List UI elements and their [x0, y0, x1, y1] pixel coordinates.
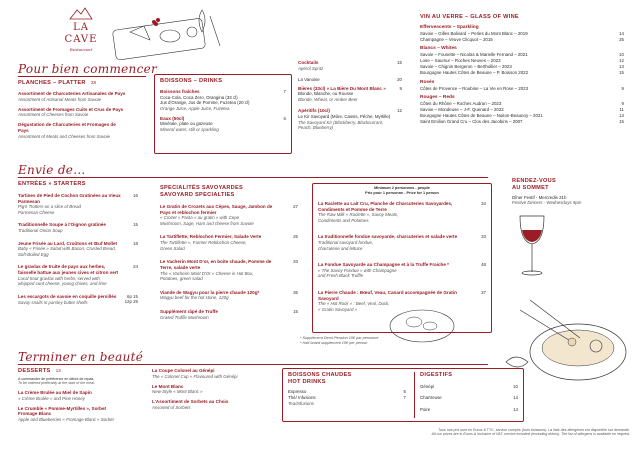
wine-name: Côtes du Rhône – Roches Audran – 2023 [420, 101, 502, 107]
menu-item-price: 37 [481, 289, 486, 295]
menu-item-en: Traditional savoyard fondue, [318, 240, 374, 246]
footer-line-en: All our prices are in Euros & inclusive of VAT, service included (excluding drinks). The list of allergens is available on request. [431, 432, 630, 437]
dessert-en: Assorted of Sorbets [152, 405, 191, 411]
wine-name: Savoie – Mondeuse – J-F. Quenard – 2022 [420, 107, 504, 113]
supplement-note [300, 336, 379, 345]
menu-item-en-2: charcuterie and lettuce [318, 245, 363, 251]
planche-item-en: Assortment of Artisanal Meats from Savoie [18, 96, 102, 102]
menu-item-en-2: Green Salad [160, 245, 185, 251]
menu-item [160, 309, 298, 320]
menu-item [318, 262, 486, 279]
menu-item-price: 16 [133, 192, 138, 198]
menu-item-price: 24 [133, 264, 138, 270]
rendezvous-line-en: Festive Dinners - Wednesdays 9pm [512, 200, 582, 206]
wine-row [420, 101, 624, 107]
cocktail-price: 15 [397, 60, 402, 65]
menu-item-price: 48 [481, 262, 486, 268]
planche-item-en: Assortment of Meats and Cheeses from Savoie [18, 133, 111, 139]
desserts-section [18, 368, 140, 427]
menu-item-price-2: 12p 25 [124, 299, 138, 305]
menu-item-name: Les escargots de savoie en coquille persillés [18, 293, 117, 299]
fondues-price-note: Prix pour 1 personne - Price for 1 person [365, 190, 439, 195]
logo-subtitle: Restaurant [69, 46, 93, 52]
drinks-water-line: Minérale, plate ou gazeuse [160, 121, 213, 127]
beer-sub: Blonde, Blanche, ou Rousse [298, 91, 354, 97]
wine-name: Savoie – Fousette – Nicolas & Marielle Fernand – 2021 [420, 52, 528, 58]
wine-group [420, 80, 624, 91]
menu-item-en-2: Condiments and Potatoes [318, 217, 369, 223]
menu-item-name: La Fondue Savoyarde au Champagne et à la Truffe Fraiche * [318, 262, 449, 268]
wine-group-name: Rouges – Reds [420, 95, 455, 101]
drinks-water-line: Mineral water, still or sparkling [160, 126, 219, 132]
menu-item-en-2: Mushroom, Sage, Ham and cheese from Savoie [160, 220, 254, 226]
dessert-en: Apple and Blueberries « Fromage Blanc » Sorbet [18, 417, 114, 423]
menu-item-name: La Raclette au Lait Cru, Planche de Charcuteries Savoyardes, Condiments et Pomme de Terre [318, 201, 453, 212]
wine-row [420, 52, 624, 58]
planches-section [18, 80, 140, 144]
wine-price: 9 [621, 85, 624, 91]
menu-item [160, 204, 298, 226]
menu-item-price: 33 [293, 259, 298, 265]
dessert-en: The « Colonel Cup » Flavoured with Génépi [152, 373, 238, 379]
cocktails-section [298, 60, 402, 135]
menu-item-en: Savoy snails in parsley butter shells [18, 299, 88, 305]
desserts-note-fr: A commander de préférence en début de repas. [18, 376, 95, 381]
menu-item [160, 259, 298, 281]
planches-title: PLANCHES – PLATTER [18, 80, 86, 86]
wine-row [420, 119, 624, 125]
section-title-envie: Envie de... [18, 163, 86, 177]
supplement-note-en: * Half board supplement 10€ per person [300, 340, 368, 345]
planches-price: 28 [91, 80, 96, 85]
menu-item-price: 18 [133, 240, 138, 246]
drinks-title: BOISSONS – DRINKS [160, 78, 223, 84]
drinks-cold-line: Orange Juice, Apple Juice, Fuzetea [160, 105, 230, 111]
digestifs-section [420, 372, 518, 413]
menu-item-en-2: Potatoes, green salad [160, 276, 203, 282]
menu-item-price: 27 [293, 203, 298, 209]
desserts-price: 13 [55, 368, 61, 373]
section-title-end: Terminer en beauté [18, 350, 144, 364]
aperitif-sub-en: The Savoyard Kir (Blackberry, Blackcurrant, Peach, Blueberry) [298, 119, 384, 131]
wine-name: Savoie – Chignin Bergeron – Berthollier – 2023 [420, 64, 512, 70]
wine-price: 25 [619, 36, 624, 42]
wine-price: 15 [619, 70, 624, 76]
menu-item-name: La Pierre Chaude : Bœuf, Veau, Canard accompagnée de Gratin Savoyard [318, 289, 457, 301]
menu-item-en: Wagyu beef for the hot stone, 120g [160, 295, 229, 301]
menu-item-name: Traditionnelle Soupe à l'Oignon gratinée [18, 222, 106, 228]
menu-item-en: Traditional Onion Soup [18, 228, 63, 234]
cocktail-sub: Apérol Spritz [298, 65, 324, 71]
digestif-price: 14 [513, 395, 518, 401]
menu-item-price: 35 [293, 289, 298, 295]
hot-drinks-title-en: HOT DRINKS [288, 378, 326, 385]
wine-glass-illustration-icon [512, 212, 552, 280]
menu-item [160, 234, 298, 251]
wine-row [420, 58, 624, 64]
menu-item-price: 33 [481, 234, 486, 240]
dessert-name: Le Crumble « Pomme-Myrtilles », Sorbet Fromage Blanc [18, 405, 107, 417]
menu-item-price: 15 [133, 222, 138, 228]
wine-price: 10 [619, 52, 624, 58]
menu-item [18, 222, 138, 233]
wine-name: Bourgogne Hautes Côtes de Beaune – Nuiton-Beaunoy – 2021 [420, 113, 543, 119]
drinks-cold-line: Jus d'Orange, Jus de Pomme, Fuzetea (20 cl) [160, 100, 250, 106]
wine-group-name: Blancs – Whites [420, 46, 457, 52]
desserts-title: DESSERTS [18, 368, 51, 374]
wine-group-name: Rosés [420, 79, 435, 85]
menu-item-en: Grated Truffle Mushroom [160, 314, 209, 320]
menu-item-en: Baby « Frisée » Salad with Bacon, Crusted Bread, [18, 246, 116, 252]
cocktail-price: 20 [397, 77, 402, 83]
beer-sub-en: Blonde, Wheat, or Amber Beer [298, 96, 358, 102]
menu-item-price: 15 [293, 308, 298, 314]
wine-price: 14 [619, 30, 624, 36]
hot-drink-price: 7 [403, 394, 406, 400]
wine-group [420, 95, 624, 124]
hot-drink-name: Thé/ Infusions [288, 394, 316, 400]
digestif-price: 14 [513, 406, 518, 412]
logo-name: LA CAVE [64, 21, 98, 45]
menu-item-en-2: « Gratin Savoyard » [318, 306, 358, 312]
cheese-board-illustration-icon [110, 2, 228, 60]
planche-item-name: Dégustation de Charcuteries et Fromages de Pays [18, 122, 116, 134]
menu-item-en-2: and Fresh Black Truffle [318, 273, 364, 279]
menu-item-en: « Crozet » Pasta « au gratin » with Cepe [160, 215, 240, 221]
menu-item-en: Local trout gravlax with herbs, served with [18, 275, 100, 281]
footer-line-fr: Tous nos prix sont en Euros & TTC, service compris (hors boissons). La liste des allergènes est disponible sur demande. [438, 428, 630, 432]
menu-item [318, 234, 486, 251]
wine-name: Saint Emilion Grand Cru – Clos des Jacobins – 2007 [420, 119, 523, 125]
aperitif-name: Apéritifs (10cl) [298, 108, 330, 114]
wine-name: Bourgogne Hautes Côtes de Beaune – P. Boisson 2022 [420, 70, 529, 76]
menu-item-name: La traditionnelle fondue savoyarde, charcuteries et salade verte [318, 234, 458, 240]
planche-item-name: Assortiment de Fromages Cuits et Crus de Pays [18, 106, 124, 112]
rendezvous-title2: AU SOMMET [512, 184, 549, 191]
hot-drink-name: Expresso [288, 388, 307, 394]
planche-item-en: Assortment of Cheeses from Savoie [18, 112, 89, 118]
cocktail-name: Cocktails [298, 60, 319, 65]
digestif-name: Poire [420, 406, 431, 412]
rendezvous-section [512, 178, 622, 206]
drinks-water-price: 6 [283, 115, 286, 121]
digestifs-title: DIGESTIFS [420, 372, 453, 378]
fondues-header [318, 186, 486, 195]
desserts-note-en: To be ordered preferably at the start of the meal. [18, 381, 95, 386]
wine-row [420, 86, 624, 92]
menu-item-price: 34 [481, 201, 486, 206]
menu-item-name: Le Vacherin Mont D'or, en boite chaude, Pomme de Terre, salade verte [160, 259, 272, 270]
dessert-name: La Crème Brulée au Miel de Sapin [18, 389, 92, 395]
wine-group [420, 25, 624, 42]
drinks-cold-line: Coca-Cola, Coca Zero, Orangina (33 cl) [160, 94, 238, 100]
menu-item-name: Viande de Wagyu pour la pierre chaude 120g* [160, 289, 260, 295]
wine-row [420, 113, 624, 119]
wine-name: Loire – Saumur – Roches Neuves – 2023 [420, 58, 501, 64]
menu-item-price: 25 [293, 234, 298, 240]
wine-row [420, 64, 624, 70]
wine-row [420, 70, 624, 76]
specialties-title: SPECIALITÉS SAVOYARDES [160, 185, 244, 191]
desserts-col2 [152, 368, 272, 415]
menu-item [18, 193, 138, 215]
digestif-name: Chartreuse [420, 395, 442, 401]
menu-item-name: Supplément râpé de Truffe [160, 308, 218, 314]
menu-item-en: « The Savoy Fondue » with Champagne [318, 267, 397, 273]
planche-item-name: Assortiment de Charcuteries Artisanales de Pays [18, 90, 126, 96]
dessert-en: « Crème Brulée » and Pine Honey [18, 395, 85, 401]
wine-price: 12 [619, 58, 624, 64]
drinks-water-name: Eaux (50cl) [160, 115, 185, 121]
rendezvous-title: RENDEZ-VOUS [512, 178, 557, 184]
wine-name: Champagne – Veuve Clicquot – 2015 [420, 36, 493, 42]
aperitif-sub: Le Kir Savoyard (Mûre, Cassis, Pêche, Myrtille) [298, 114, 391, 120]
wine-group [420, 46, 624, 75]
dessert-en: New-Style « Mont Blanc » [152, 389, 203, 395]
dessert-name: L'Assortiment de Sorbets au Choix [152, 399, 229, 405]
drinks-cold-price: 7 [283, 88, 286, 94]
hot-drinks-title: BOISSONS CHAUDES [288, 372, 352, 378]
section-title-start: Pour bien commencer [18, 62, 158, 76]
menu-item [160, 290, 298, 301]
dessert-name: La Coupe Colonel au Génépi [152, 368, 215, 373]
fondues-min: Minimum 2 personnes - people [374, 186, 430, 190]
menu-item-en: The « Hot Rock » : Beef, Veal, Duck, [318, 301, 390, 307]
wine-row [420, 37, 624, 43]
menu-item-name: Le Gratin de Crozets aux Cèpes, Sauge, Jambon de Pays et reblochon fermier [160, 203, 273, 215]
menu-item-name: La Tartiflette, Reblochon Fermier, Salade Verte [160, 234, 262, 240]
hot-drink-price: 5 [403, 388, 406, 394]
starters-section [18, 181, 138, 312]
wine-row [420, 31, 624, 37]
specialties-title-en: SAVOYARD SPECIALTIES [160, 191, 235, 198]
menu-item-en: The « Vacherin Mont D'Or » Cheese in Hot Box, [160, 270, 254, 276]
cocktail-sub: La Vanoise [298, 77, 320, 83]
menu-item-en-2: whipped curd cheese, young chives, and lime [18, 281, 107, 287]
wine-group-name: Effervescents – Sparkling [420, 24, 479, 30]
wine-price: 11 [619, 107, 624, 113]
supplement-note-fr: * Supplément Demi-Pension 10€ par personne [300, 336, 379, 340]
starters-title: ENTRÉES » STARTERS [18, 181, 86, 187]
hot-drink-name: Tea/Infusions [288, 400, 314, 406]
beer-price: 9 [399, 85, 402, 91]
wine-price: 15 [619, 119, 624, 125]
beer-name: Bières (33cl) « La Bière Du Mont Blanc » [298, 85, 386, 91]
dessert-name: Le Mont Blanc [152, 383, 184, 389]
menu-item-name: Tartines de Pied de Cochon Gratinées au Vieux Parmesan [18, 192, 121, 204]
menu-item-en: The Raw Milk « Raclette », Savoy Meats, [318, 212, 399, 218]
rendezvous-line-fr: Dîner Festif - Mercredis 21h [512, 194, 567, 200]
menu-item-name: Jeune Frisée au Lard, Croûtons et Œuf Mollet [18, 240, 118, 246]
wine-row [420, 107, 624, 113]
potato-illustration-icon [384, 296, 460, 346]
digestif-name: Génépi [420, 383, 435, 389]
menu-item-price: 6p 15 [127, 293, 138, 299]
menu-item-en-2: Parmesan Cheese [18, 209, 55, 215]
menu-item-name: Le gravlax de truite de pays aux herbes, faisselle battue aux jeunes cives et citron vert [18, 264, 119, 276]
aperitif-price: 12 [397, 108, 402, 114]
restaurant-logo [58, 6, 104, 52]
wine-price: 13 [619, 113, 624, 119]
mountain-logo-icon [69, 6, 93, 20]
menu-item [18, 241, 138, 258]
menu-item [18, 294, 138, 305]
menu-item-en: The Tartiflette », Farmer Reblochon Cheese, [160, 240, 247, 246]
hot-drinks-section [288, 372, 406, 407]
wine-section [420, 14, 624, 129]
drinks-section [160, 78, 286, 137]
digestif-price: 10 [513, 383, 518, 389]
wine-price: 9 [621, 101, 624, 107]
wine-name: Savoie – Gilles Balivard – Perles du Mont Blanc – 2019 [420, 30, 528, 36]
menu-item-en-2: Soft-Boiled Egg [18, 251, 49, 257]
footer [330, 428, 630, 437]
specialties-section [160, 185, 298, 328]
menu-item [318, 201, 486, 223]
drinks-cold-name: Boissons fraîches [160, 88, 200, 94]
menu-item [18, 264, 138, 286]
wine-name: Côtes de Provence – Roubine – La Vie en Rose – 2023 [420, 85, 529, 91]
wine-title: VIN AU VERRE – GLASS OF WINE [420, 14, 519, 20]
menu-item-en: Pig's Trotters on a slice of Bread [18, 204, 81, 210]
wine-price: 13 [619, 64, 624, 70]
